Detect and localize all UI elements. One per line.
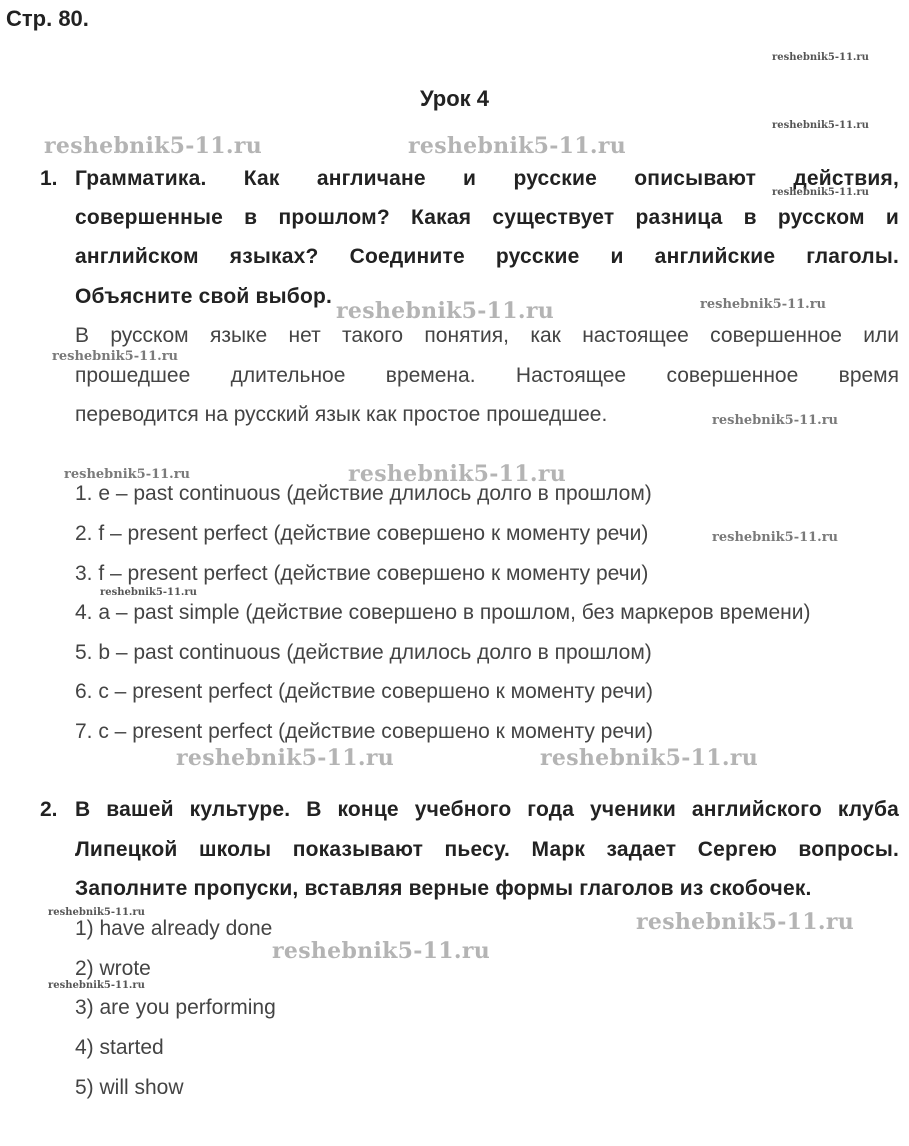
task-2-answer: 5) will show [75, 1076, 184, 1099]
task-1-answer: 2. f – present perfect (действие совершено к моменту речи) [75, 522, 649, 545]
explanation-line: прошедшее длительное времена. Настоящее совершенное время [75, 364, 899, 387]
watermark: reshebnik5-11.ru [272, 938, 491, 964]
task-1-number: 1. [40, 167, 58, 190]
watermark: reshebnik5-11.ru [712, 413, 839, 428]
watermark: reshebnik5-11.ru [52, 349, 179, 364]
task-1-answer: 6. c – present perfect (действие совершено к моменту речи) [75, 680, 653, 703]
watermark: reshebnik5-11.ru [772, 187, 869, 198]
task-1-text-line: совершенные в прошлом? Какая существует разница в русском и [75, 206, 899, 229]
task-1-text-line: Объясните свой выбор. [75, 285, 333, 308]
watermark: reshebnik5-11.ru [712, 530, 839, 545]
task-1-answer: 5. b – past continuous (действие длилось долго в прошлом) [75, 641, 652, 664]
watermark: reshebnik5-11.ru [100, 587, 197, 598]
task-2-text-line: Заполните пропуски, вставляя верные формы глаголов из скобочек. [75, 877, 812, 900]
task-2-answer: 4) started [75, 1036, 164, 1059]
watermark: reshebnik5-11.ru [540, 745, 759, 771]
watermark: reshebnik5-11.ru [348, 461, 567, 487]
explanation-line: переводится на русский язык как простое прошедшее. [75, 403, 608, 426]
page-number: Стр. 80. [6, 6, 89, 31]
task-2-answer: 3) are you performing [75, 996, 276, 1019]
task-1-text-line: Грамматика. Как англичане и русские описывают действия, [75, 167, 899, 190]
task-2-answer: 2) wrote [75, 957, 151, 980]
task-1-text-line: английском языках? Соедините русские и английские глаголы. [75, 245, 899, 268]
watermark: reshebnik5-11.ru [772, 120, 869, 131]
task-1-answer: 7. c – present perfect (действие совершено к моменту речи) [75, 720, 653, 743]
watermark: reshebnik5-11.ru [408, 133, 627, 159]
watermark: reshebnik5-11.ru [64, 467, 191, 482]
watermark: reshebnik5-11.ru [176, 745, 395, 771]
task-2-text-line: В вашей культуре. В конце учебного года ученики английского клуба [75, 798, 899, 821]
watermark: reshebnik5-11.ru [636, 909, 855, 935]
task-2-number: 2. [40, 798, 58, 821]
task-2-text-line: Липецкой школы показывают пьесу. Марк задает Сергею вопросы. [75, 838, 899, 861]
watermark: reshebnik5-11.ru [48, 980, 145, 991]
task-1-answer: 1. e – past continuous (действие длилось долго в прошлом) [75, 482, 652, 505]
task-1-answer: 4. a – past simple (действие совершено в прошлом, без маркеров времени) [75, 601, 811, 624]
explanation-line: В русском языке нет такого понятия, как настоящее совершенное или [75, 324, 899, 347]
task-2-answer: 1) have already done [75, 917, 273, 940]
watermark: reshebnik5-11.ru [48, 907, 145, 918]
watermark: reshebnik5-11.ru [700, 297, 827, 312]
watermark: reshebnik5-11.ru [772, 52, 869, 63]
task-1-answer: 3. f – present perfect (действие совершено к моменту речи) [75, 562, 649, 585]
watermark: reshebnik5-11.ru [44, 133, 263, 159]
watermark: reshebnik5-11.ru [336, 298, 555, 324]
lesson-title: Урок 4 [419, 86, 490, 111]
